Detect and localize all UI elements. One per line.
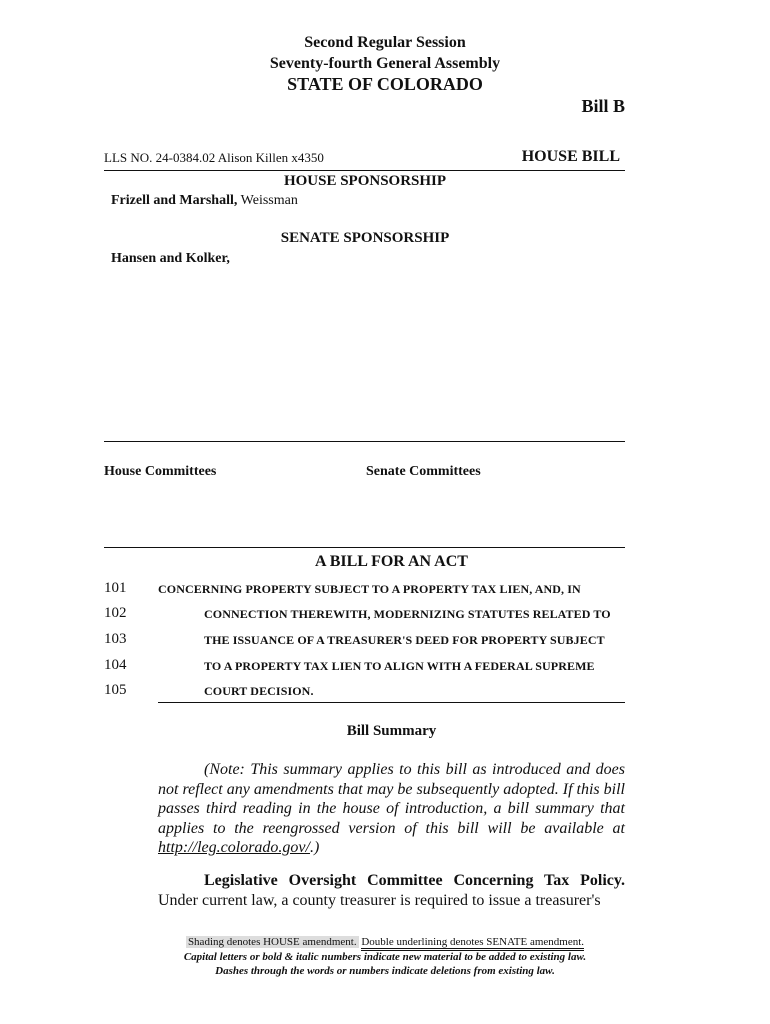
house-sponsorship-heading: HOUSE SPONSORSHIP (283, 173, 447, 189)
header-rule (104, 170, 625, 171)
house-sponsors (111, 193, 298, 209)
note-text: (Note: This summary applies to this bill as introduced and does not reflect any amendments that may be subsequently adopted. If this bill passes third reading in the house of introduction, a bill summary that applies to the reengrossed version of this bill will be available at (158, 761, 625, 837)
state-heading: STATE OF COLORADO (287, 74, 483, 94)
assembly-heading: Seventy-fourth General Assembly (269, 55, 501, 72)
bill-type: HOUSE BILL (521, 148, 620, 165)
session-heading: Second Regular Session (304, 34, 466, 51)
summary-note (158, 760, 625, 858)
house-primary-sponsors: Frizell and Marshall, (111, 193, 238, 208)
act-line: CONNECTION THEREWITH, MODERNIZING STATUTES RELATED TO (204, 607, 611, 621)
act-line: COURT DECISION. (204, 684, 314, 698)
summary-paragraph (158, 871, 625, 911)
senate-sponsorship-heading: SENATE SPONSORSHIP (280, 230, 450, 246)
lls-number: LLS NO. 24-0384.02 Alison Killen x4350 (104, 150, 324, 165)
house-secondary-sponsors: Weissman (240, 193, 298, 208)
leg-website-link[interactable]: http://leg.colorado.gov/ (158, 839, 310, 856)
house-committees: House Committees (104, 464, 217, 479)
bill-id: Bill B (581, 96, 625, 116)
sponsorship-rule (104, 441, 625, 442)
senate-sponsors (111, 251, 230, 267)
note-end: .) (309, 839, 320, 856)
senate-committees: Senate Committees (366, 464, 481, 479)
amendment-legend (0, 936, 770, 948)
summary-heading: Bill Summary (346, 723, 437, 739)
line-number: 101 (104, 580, 127, 596)
house-amendment-legend: Shading denotes HOUSE amendment. (187, 936, 357, 948)
act-heading: A BILL FOR AN ACT (315, 553, 468, 570)
line-number: 102 (104, 605, 127, 621)
act-line: TO A PROPERTY TAX LIEN TO ALIGN WITH A FEDERAL SUPREME (204, 659, 595, 673)
senate-amendment-legend: Double underlining denotes SENATE amendment. (361, 936, 584, 951)
act-line: THE ISSUANCE OF A TREASURER'S DEED FOR PROPERTY SUBJECT (204, 633, 605, 647)
line-number: 103 (104, 631, 127, 647)
act-line: CONCERNING PROPERTY SUBJECT TO A PROPERTY TAX LIEN, AND, IN (158, 582, 581, 596)
dashes-legend: Dashes through the words or numbers indicate deletions from existing law. (215, 965, 555, 977)
paragraph-text: Under current law, a county treasurer is required to issue a treasurer's (158, 892, 601, 909)
act-rule (158, 702, 625, 703)
committees-rule (104, 547, 625, 548)
line-number: 105 (104, 682, 127, 698)
committee-title: Legislative Oversight Committee Concerning Tax Policy. (204, 872, 625, 889)
senate-primary-sponsors: Hansen and Kolker, (111, 251, 230, 266)
line-number: 104 (104, 657, 127, 673)
capitals-legend: Capital letters or bold & italic numbers indicate new material to be added to existing law. (183, 951, 587, 963)
